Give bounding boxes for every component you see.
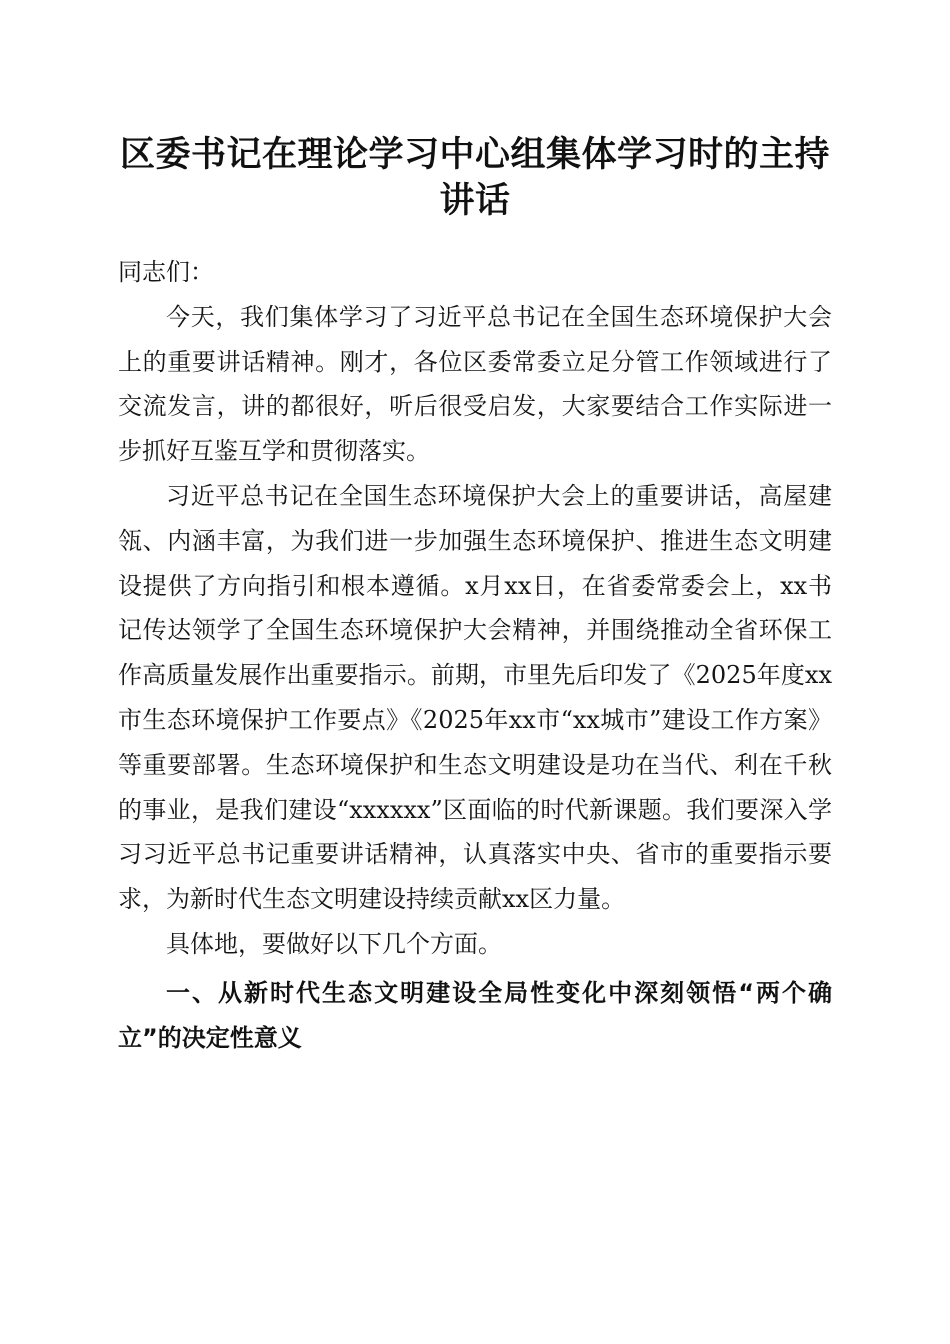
section-heading-1: 一、从新时代生态文明建设全局性变化中深刻领悟“两个确立”的决定性意义 <box>118 978 832 1052</box>
document-body <box>118 250 832 1060</box>
paragraph-background: 习近平总书记在全国生态环境保护大会上的重要讲话，高屋建瓴、内涵丰富，为我们进一步加强生态环境保护、推进生态文明建设提供了方向指引和根本遵循。x月xx日，在省委常委会上，xx书记传达领学了全国生态环境保护大会精神，并围绕推动全省环保工作高质量发展作出重要指示。前期，市里先后印发了《2025年度xx市生态环境保护工作要点》《2025年xx市“xx城市”建设工作方案》等重要部署。生态环境保护和生态文明建设是功在当代、利在千秋的事业，是我们建设“xxxxxx”区面临的时代新课题。我们要深入学习习近平总书记重要讲话精神，认真落实中央、省市的重要指示要求，为新时代生态文明建设持续贡献xx区力量。 <box>118 481 832 914</box>
salutation: 同志们： <box>118 258 214 286</box>
document-title: 区委书记在理论学习中心组集体学习时的主持讲话 <box>119 134 830 221</box>
paragraph-transition: 具体地，要做好以下几个方面。 <box>166 929 502 958</box>
paragraph-opening: 今天，我们集体学习了习近平总书记在全国生态环境保护大会上的重要讲话精神。刚才，各位区委常委立足分管工作领域进行了交流发言，讲的都很好，听后很受启发，大家要结合工作实际进一步抓好互鉴互学和贯彻落实。 <box>118 302 832 466</box>
